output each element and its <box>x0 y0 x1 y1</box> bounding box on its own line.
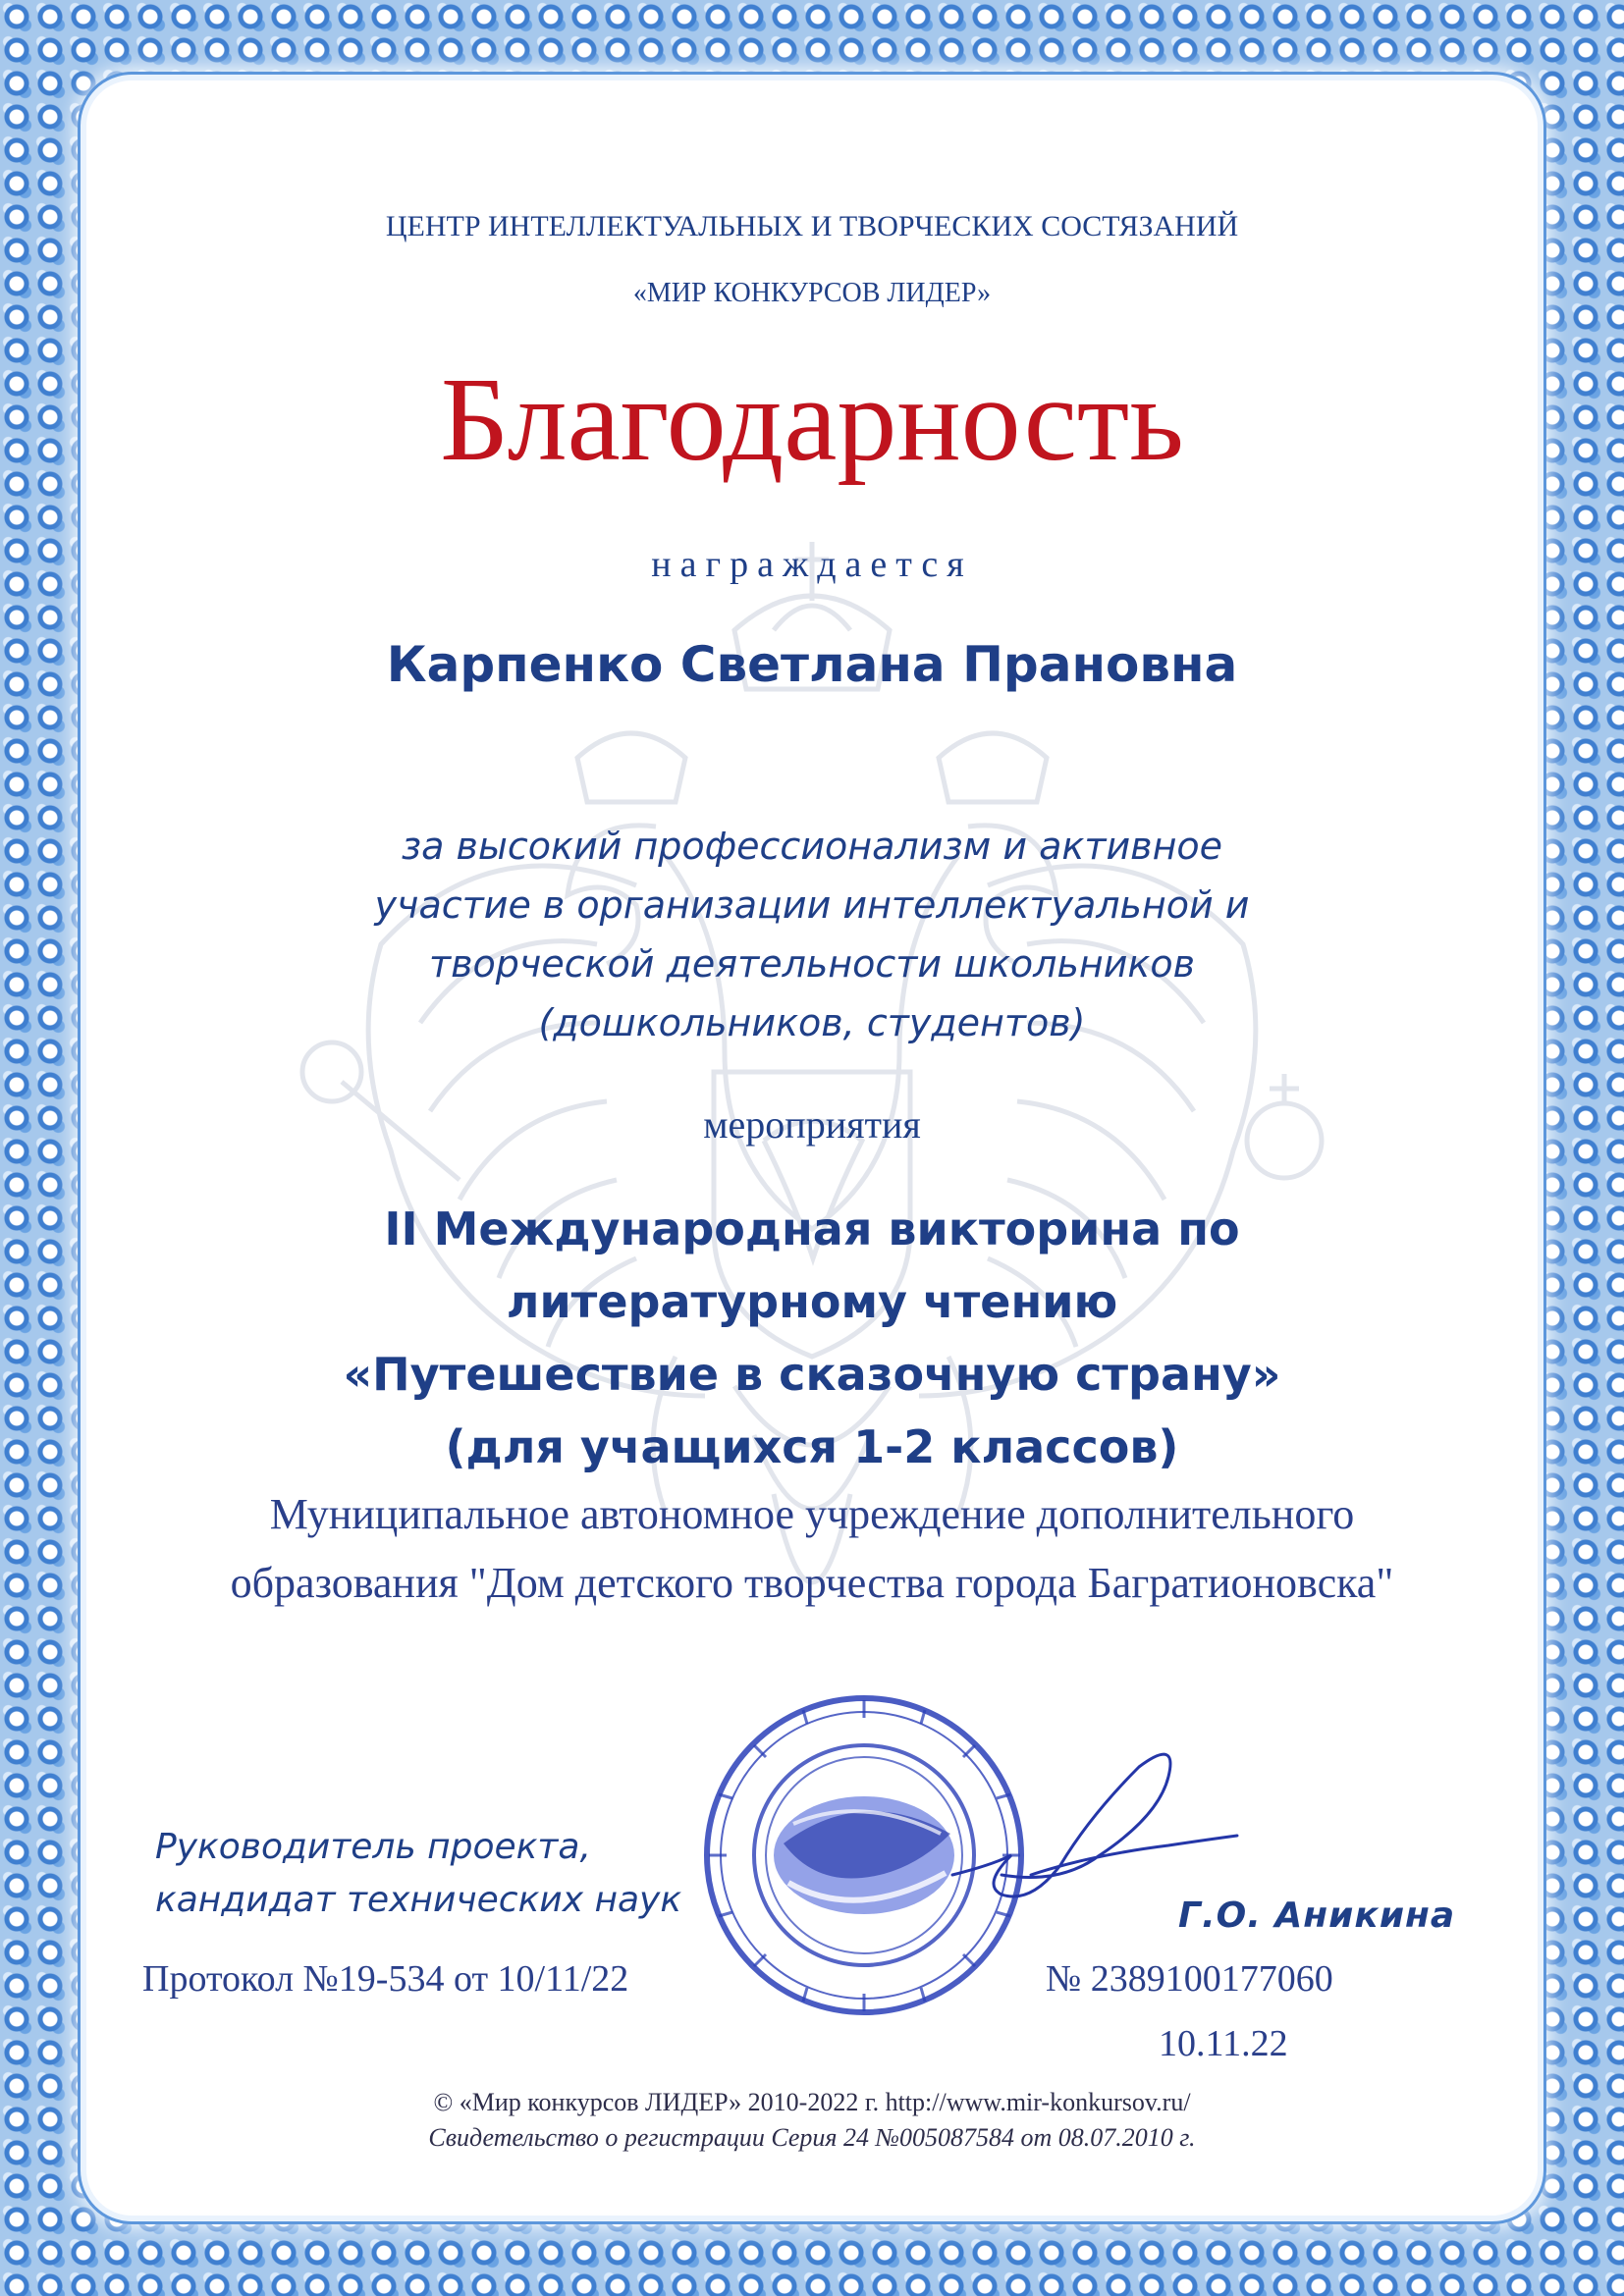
footer-copyright: © «Мир конкурсов ЛИДЕР» 2010-2022 г. http://www.mir-konkursov.ru/ <box>433 2088 1191 2116</box>
role-line: Руководитель проекта, <box>155 1827 591 1867</box>
organization-line-2: «МИР КОНКУРСОВ ЛИДЕР» <box>632 278 992 308</box>
event-label: мероприятия <box>703 1102 921 1147</box>
issue-date: 10.11.22 <box>1159 2023 1288 2064</box>
award-reason <box>0 817 1624 1052</box>
signatory-role <box>155 1821 681 1927</box>
role-line: кандидат технических наук <box>155 1880 682 1920</box>
event-line: (для учащихся 1-2 классов) <box>445 1420 1179 1473</box>
institution <box>0 1480 1624 1618</box>
protocol-number: Протокол №19-534 от 10/11/22 <box>142 1958 629 2000</box>
certificate-number: № 2389100177060 <box>1046 1958 1333 2000</box>
reason-line: (дошкольников, студентов) <box>538 1001 1086 1044</box>
handwritten-signature <box>933 1728 1257 1924</box>
event-title <box>0 1193 1624 1483</box>
signatory-name: Г.О. Аникина <box>1178 1896 1456 1936</box>
awarded-label: награждается <box>651 544 973 585</box>
footer-registration: Свидетельство о регистрации Серия 24 №005087584 от 08.07.2010 г. <box>428 2123 1196 2152</box>
event-line: II Международная викторина по <box>384 1202 1240 1255</box>
reason-line: за высокий профессионализм и активное <box>401 825 1223 868</box>
institution-line: образования "Дом детского творчества города Багратионовска" <box>230 1559 1394 1607</box>
certificate-title: Благодарность <box>440 353 1184 486</box>
event-line: «Путешествие в сказочную страну» <box>343 1348 1281 1401</box>
institution-line: Муниципальное автономное учреждение дополнительного <box>269 1490 1355 1538</box>
organization-line-1: ЦЕНТР ИНТЕЛЛЕКТУАЛЬНЫХ И ТВОРЧЕСКИХ СОСТЯЗАНИЙ <box>385 210 1239 242</box>
event-line: литературному чтению <box>506 1275 1118 1328</box>
reason-line: участие в организации интеллектуальной и <box>374 883 1250 927</box>
recipient-name: Карпенко Светлана Прановна <box>386 636 1238 693</box>
reason-line: творческой деятельности школьников <box>428 942 1195 986</box>
